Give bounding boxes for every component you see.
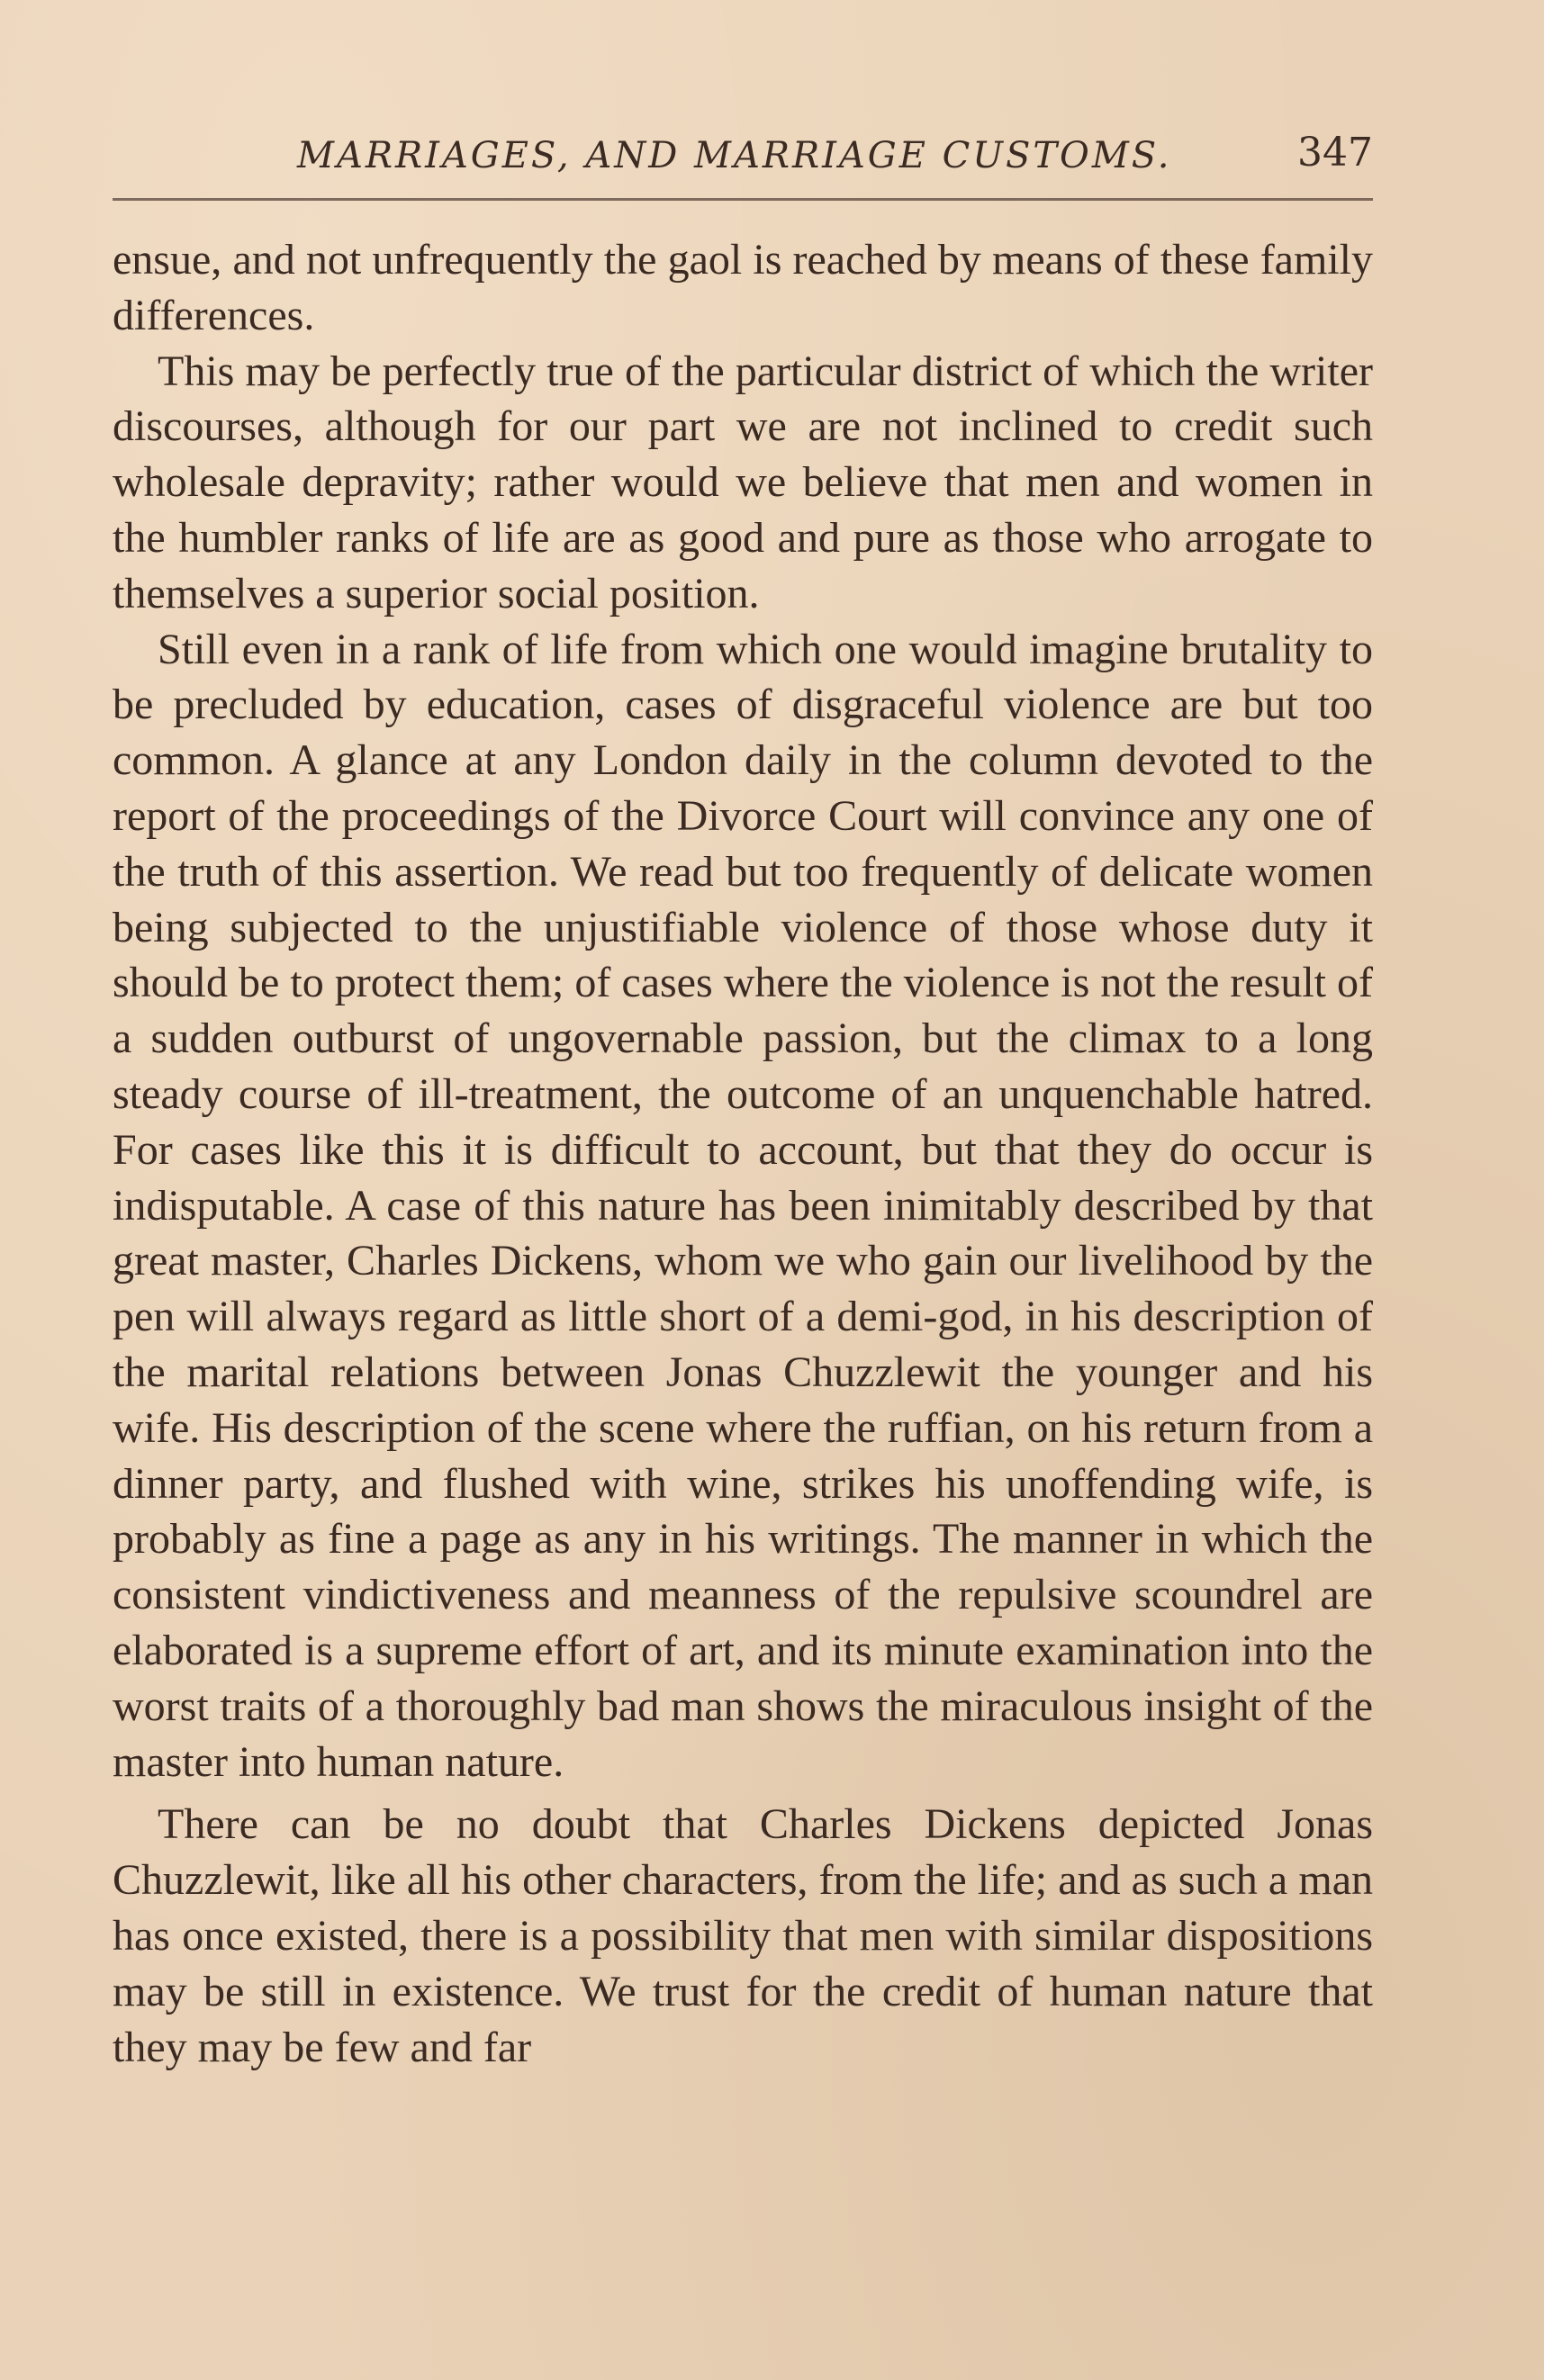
header-rule (113, 198, 1373, 201)
paragraph-continuation: ensue, and not unfrequently the gaol is reached by means of these family differences. (113, 236, 1373, 339)
paragraph: Still even in a rank of life from which one would imagine brutality to be precluded by education, cases of disgraceful violence are but too common. A glance at any London daily in the column devoted to the report of the proceedings of the Divorce Court will convince any one of the truth of this assertion. We read but too frequently of delicate women being subjected to the unjustifiable violence of those whose duty it should be to protect them; of cases where the violence is not the result of a sudden outburst of ungovernable passion, but the climax to a long steady course of ill-treatment, the outcome of an unquenchable hatred. For cases like this it is difficult to account, but that they do occur is indisputable. A case of this nature has been inimitably described by that great master, Charles Dickens, whom we who gain our livelihood by the pen will always regard as little short of a demi-god, in his description of the marital relations between Jonas Chuzzlewit the younger and his wife. His description of the scene where the ruffian, on his return from a dinner party, and flushed with wine, strikes his unoffending wife, is probably as fine a page as any in his writings. The manner in which the consistent vindictiveness and meanness of the repulsive scoundrel are elaborated is a supreme effort of art, and its minute examination into the worst traits of a thoroughly bad man shows the miraculous insight of the master into human nature. (113, 625, 1373, 1786)
page-number: 347 (1297, 130, 1373, 176)
body-text (113, 232, 1373, 2075)
paragraph: There can be no doubt that Charles Dickens depicted Jonas Chuzzlewit, like all his other characters, from the life; and as such a man has once existed, there is a possibility that men with similar dispositions may be still in existence. We trust for the credit of human nature that they may be few and far (113, 1800, 1373, 2071)
running-title: MARRIAGES, AND MARRIAGE CUSTOMS. (297, 135, 1172, 176)
running-head (113, 126, 1373, 189)
paragraph: This may be perfectly true of the particular district of which the writer discourses, although for our part we are not inclined to credit such wholesale depravity; rather would we believe that men and women in the humbler ranks of life are as good and pure as those who arrogate to themselves a superior social position. (113, 347, 1373, 618)
